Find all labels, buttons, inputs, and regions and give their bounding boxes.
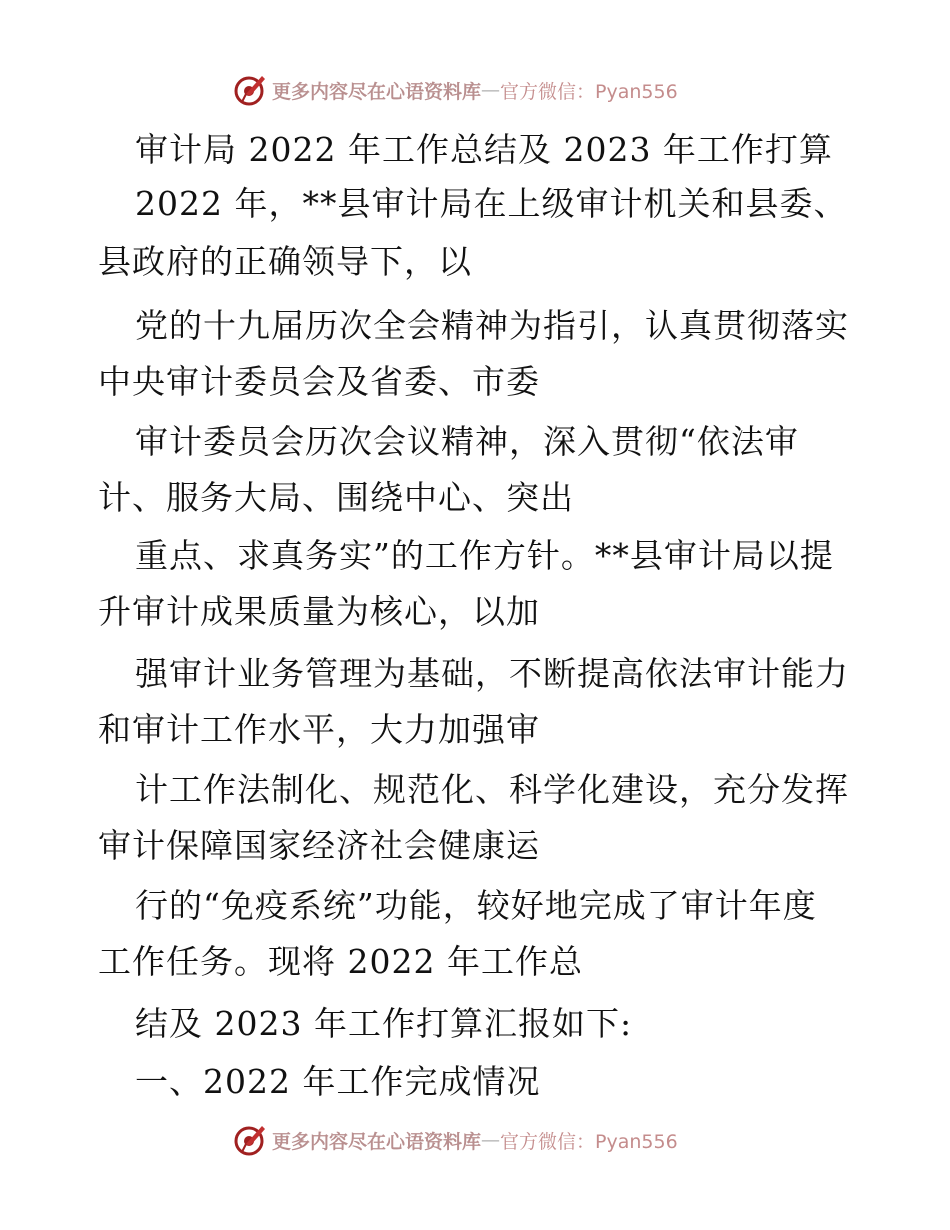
quill-logo-icon (232, 1122, 268, 1158)
document-title: 审计局 2022 年工作总结及 2023 年工作打算 (135, 130, 833, 169)
header-watermark-banner (0, 70, 950, 110)
paragraph-line: 结及 2023 年工作打算汇报如下: (135, 1004, 633, 1043)
paragraph-line: 升审计成果质量为核心，以加 (98, 592, 540, 631)
watermark-brand-text: 更多内容尽在心语资料库 (272, 80, 482, 103)
paragraph-line: 审计保障国家经济社会健康运 (98, 826, 540, 865)
paragraph-line: 中央审计委员会及省委、市委 (98, 362, 540, 401)
paragraph-line: 2022 年，**县审计局在上级审计机关和县委、 (135, 184, 848, 223)
paragraph-line: 审计委员会历次会议精神，深入贯彻“依法审 (135, 422, 799, 461)
paragraph-line: 重点、求真务实”的工作方针。**县审计局以提 (135, 536, 834, 575)
paragraph-line: 行的“免疫系统”功能，较好地完成了审计年度 (135, 886, 817, 925)
watermark-contact-text: 官方微信：Pyan556 (500, 1130, 678, 1153)
paragraph-line: 县政府的正确领导下，以 (98, 242, 472, 281)
paragraph-line: 工作任务。现将 2022 年工作总 (98, 942, 583, 981)
watermark-contact-text: 官方微信：Pyan556 (500, 80, 678, 103)
watermark-separator: — (481, 1129, 501, 1151)
paragraph-line: 强审计业务管理为基础，不断提高依法审计能力 (135, 654, 849, 693)
watermark-brand-text: 更多内容尽在心语资料库 (272, 1130, 482, 1153)
paragraph-line: 党的十九届历次全会精神为指引，认真贯彻落实 (135, 306, 849, 345)
watermark-separator: — (481, 79, 501, 101)
footer-watermark-banner (0, 1120, 950, 1160)
section-heading: 一、2022 年工作完成情况 (135, 1062, 541, 1101)
paragraph-line: 计、服务大局、围绕中心、突出 (98, 478, 574, 517)
quill-logo-icon (232, 72, 268, 108)
paragraph-line: 计工作法制化、规范化、科学化建设，充分发挥 (135, 770, 849, 809)
paragraph-line: 和审计工作水平，大力加强审 (98, 710, 540, 749)
